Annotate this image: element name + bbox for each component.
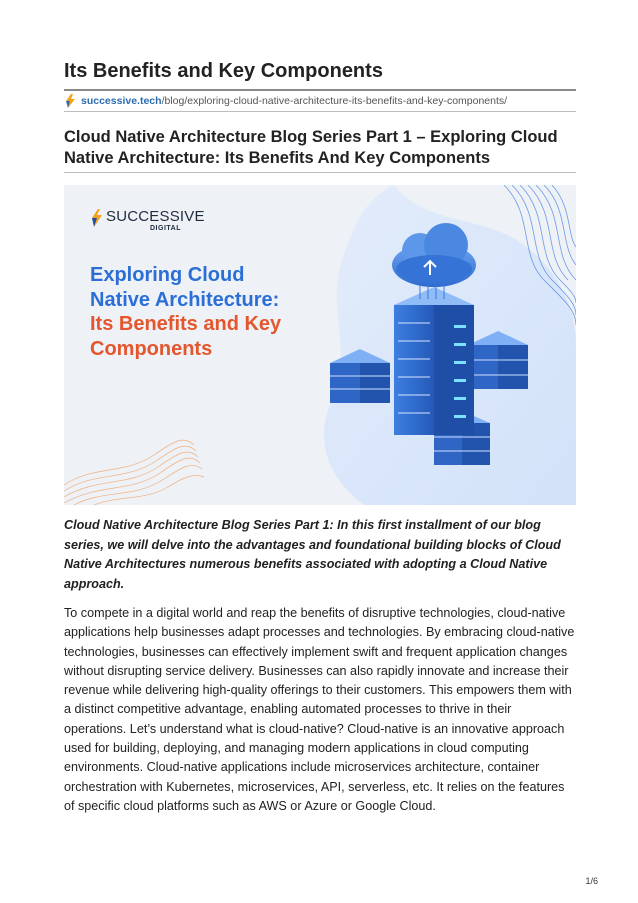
body-paragraph: To compete in a digital world and reap the benefits of disruptive technologies, cloud-native applications help businesses adapt processes and technologies. By embracing cloud-native technologies, businesses can effectively implement swift and frequent application changes without disrupting service delivery. Businesses can also rapidly innovate and increase their revenue while delivering high-quality offerings to their customers. This empowers them with a distinct competitive advantage, enabling automated processes to thrive in their operations. Let’s understand what is cloud-native? Cloud-native is an innovative approach used for building, deploying, and managing modern applications in cloud computing environments. Cloud-native applications include microservices architecture, container orchestration with Kubernetes, microservices, API, serverless, etc. It relies on the features of specific cloud platforms such as AWS or Azure or Google Cloud. [64,606,575,813]
title-divider [64,89,576,91]
url-path[interactable]: /blog/exploring-cloud-native-architecture-its-benefits-and-key-components/ [161,95,508,107]
source-url[interactable] [64,93,507,109]
hero-heading-line: Its Benefits and Key [90,313,282,335]
logo-wordmark: SUCCESSIVE [106,208,205,225]
article-title-divider [64,172,576,173]
server-tower-icon [394,287,474,435]
logo-subtitle: DIGITAL [150,225,181,232]
hero-heading-line: Components [90,337,213,360]
url-domain[interactable]: successive.tech [81,95,162,107]
document-title: Its Benefits and Key Components [64,60,383,82]
successive-logo-icon [92,209,102,227]
hero-heading [90,263,281,361]
hero-heading-line: Native Architecture: [90,288,280,311]
orange-wave-decoration [64,440,204,505]
successive-favicon-icon [64,94,76,108]
hero-image [64,185,576,505]
lead-paragraph: Cloud Native Architecture Blog Series Part 1: In this first installment of our blog series, we will delve into the advantages and foundational building blocks of Cloud Native Architectures numerous benefits associated with adopting a Cloud Native approach. [64,518,561,591]
url-divider [64,111,576,112]
hero-logo [106,208,205,232]
article-title: Cloud Native Architecture Blog Series Part 1 – Exploring Cloud Native Architecture: Its Benefits And Key Components [64,128,558,167]
hero-heading-line: Exploring Cloud [90,264,245,286]
page-number: 1/6 [585,876,598,886]
